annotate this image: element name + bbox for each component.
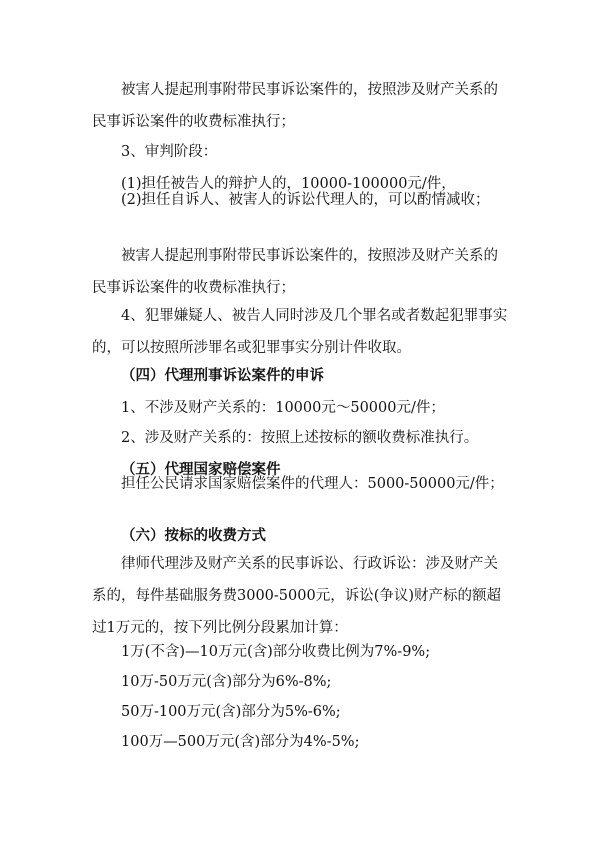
heading-appeal: （四）代理刑事诉讼案件的申诉 bbox=[121, 367, 324, 384]
paragraph-compensation-fee: 担任公民请求国家赔偿案件的代理人：5000-50000元/件； bbox=[121, 476, 504, 492]
rate-tier-4: 100万—500万元(含)部分为4%-5%; bbox=[121, 734, 360, 750]
paragraph-civil-suit-1: 被害人提起刑事附带民事诉讼案件的，按照涉及财产关系的民事诉讼案件的收费标准执行； bbox=[92, 82, 498, 130]
heading-fee-method: （六）按标的收费方式 bbox=[121, 527, 266, 544]
item-agent-fee: (2)担任自诉人、被害人的诉讼代理人的，可以酌情减收； bbox=[121, 192, 490, 208]
heading-state-compensation: （五）代理国家赔偿案件 bbox=[121, 461, 281, 478]
item-with-property: 2、涉及财产关系的：按照上述按标的额收费标准执行。 bbox=[121, 430, 479, 446]
section-trial-stage: 3、审判阶段： bbox=[121, 144, 218, 160]
paragraph-civil-suit-2: 被害人提起刑事附带民事诉讼案件的，按照涉及财产关系的民事诉讼案件的收费标准执行； bbox=[92, 248, 498, 296]
rate-tier-1: 1万(不含)—10万元(含)部分收费比例为7%-9%; bbox=[121, 644, 431, 660]
rate-tier-3: 50万-100万元(含)部分为5%-6%; bbox=[121, 704, 341, 720]
paragraph-multiple-charges: 4、犯罪嫌疑人、被告人同时涉及几个罪名或者数起犯罪事实的，可以按照所涉罪名或犯罪事实分别计件收取。 bbox=[92, 308, 508, 356]
item-no-property: 1、不涉及财产关系的：10000元～50000元/件； bbox=[121, 400, 445, 416]
rate-tier-2: 10万-50万元(含)部分为6%-8%; bbox=[121, 674, 332, 690]
paragraph-fee-method: 律师代理涉及财产关系的民事诉讼、行政诉讼：涉及财产关系的，每件基础服务费3000-5000元，诉讼(争议)财产标的额超过1万元的，按下列比例分段累加计算： bbox=[92, 556, 502, 636]
item-defender-fee: (1)担任被告人的辩护人的，10000-100000元/件， bbox=[121, 176, 456, 192]
